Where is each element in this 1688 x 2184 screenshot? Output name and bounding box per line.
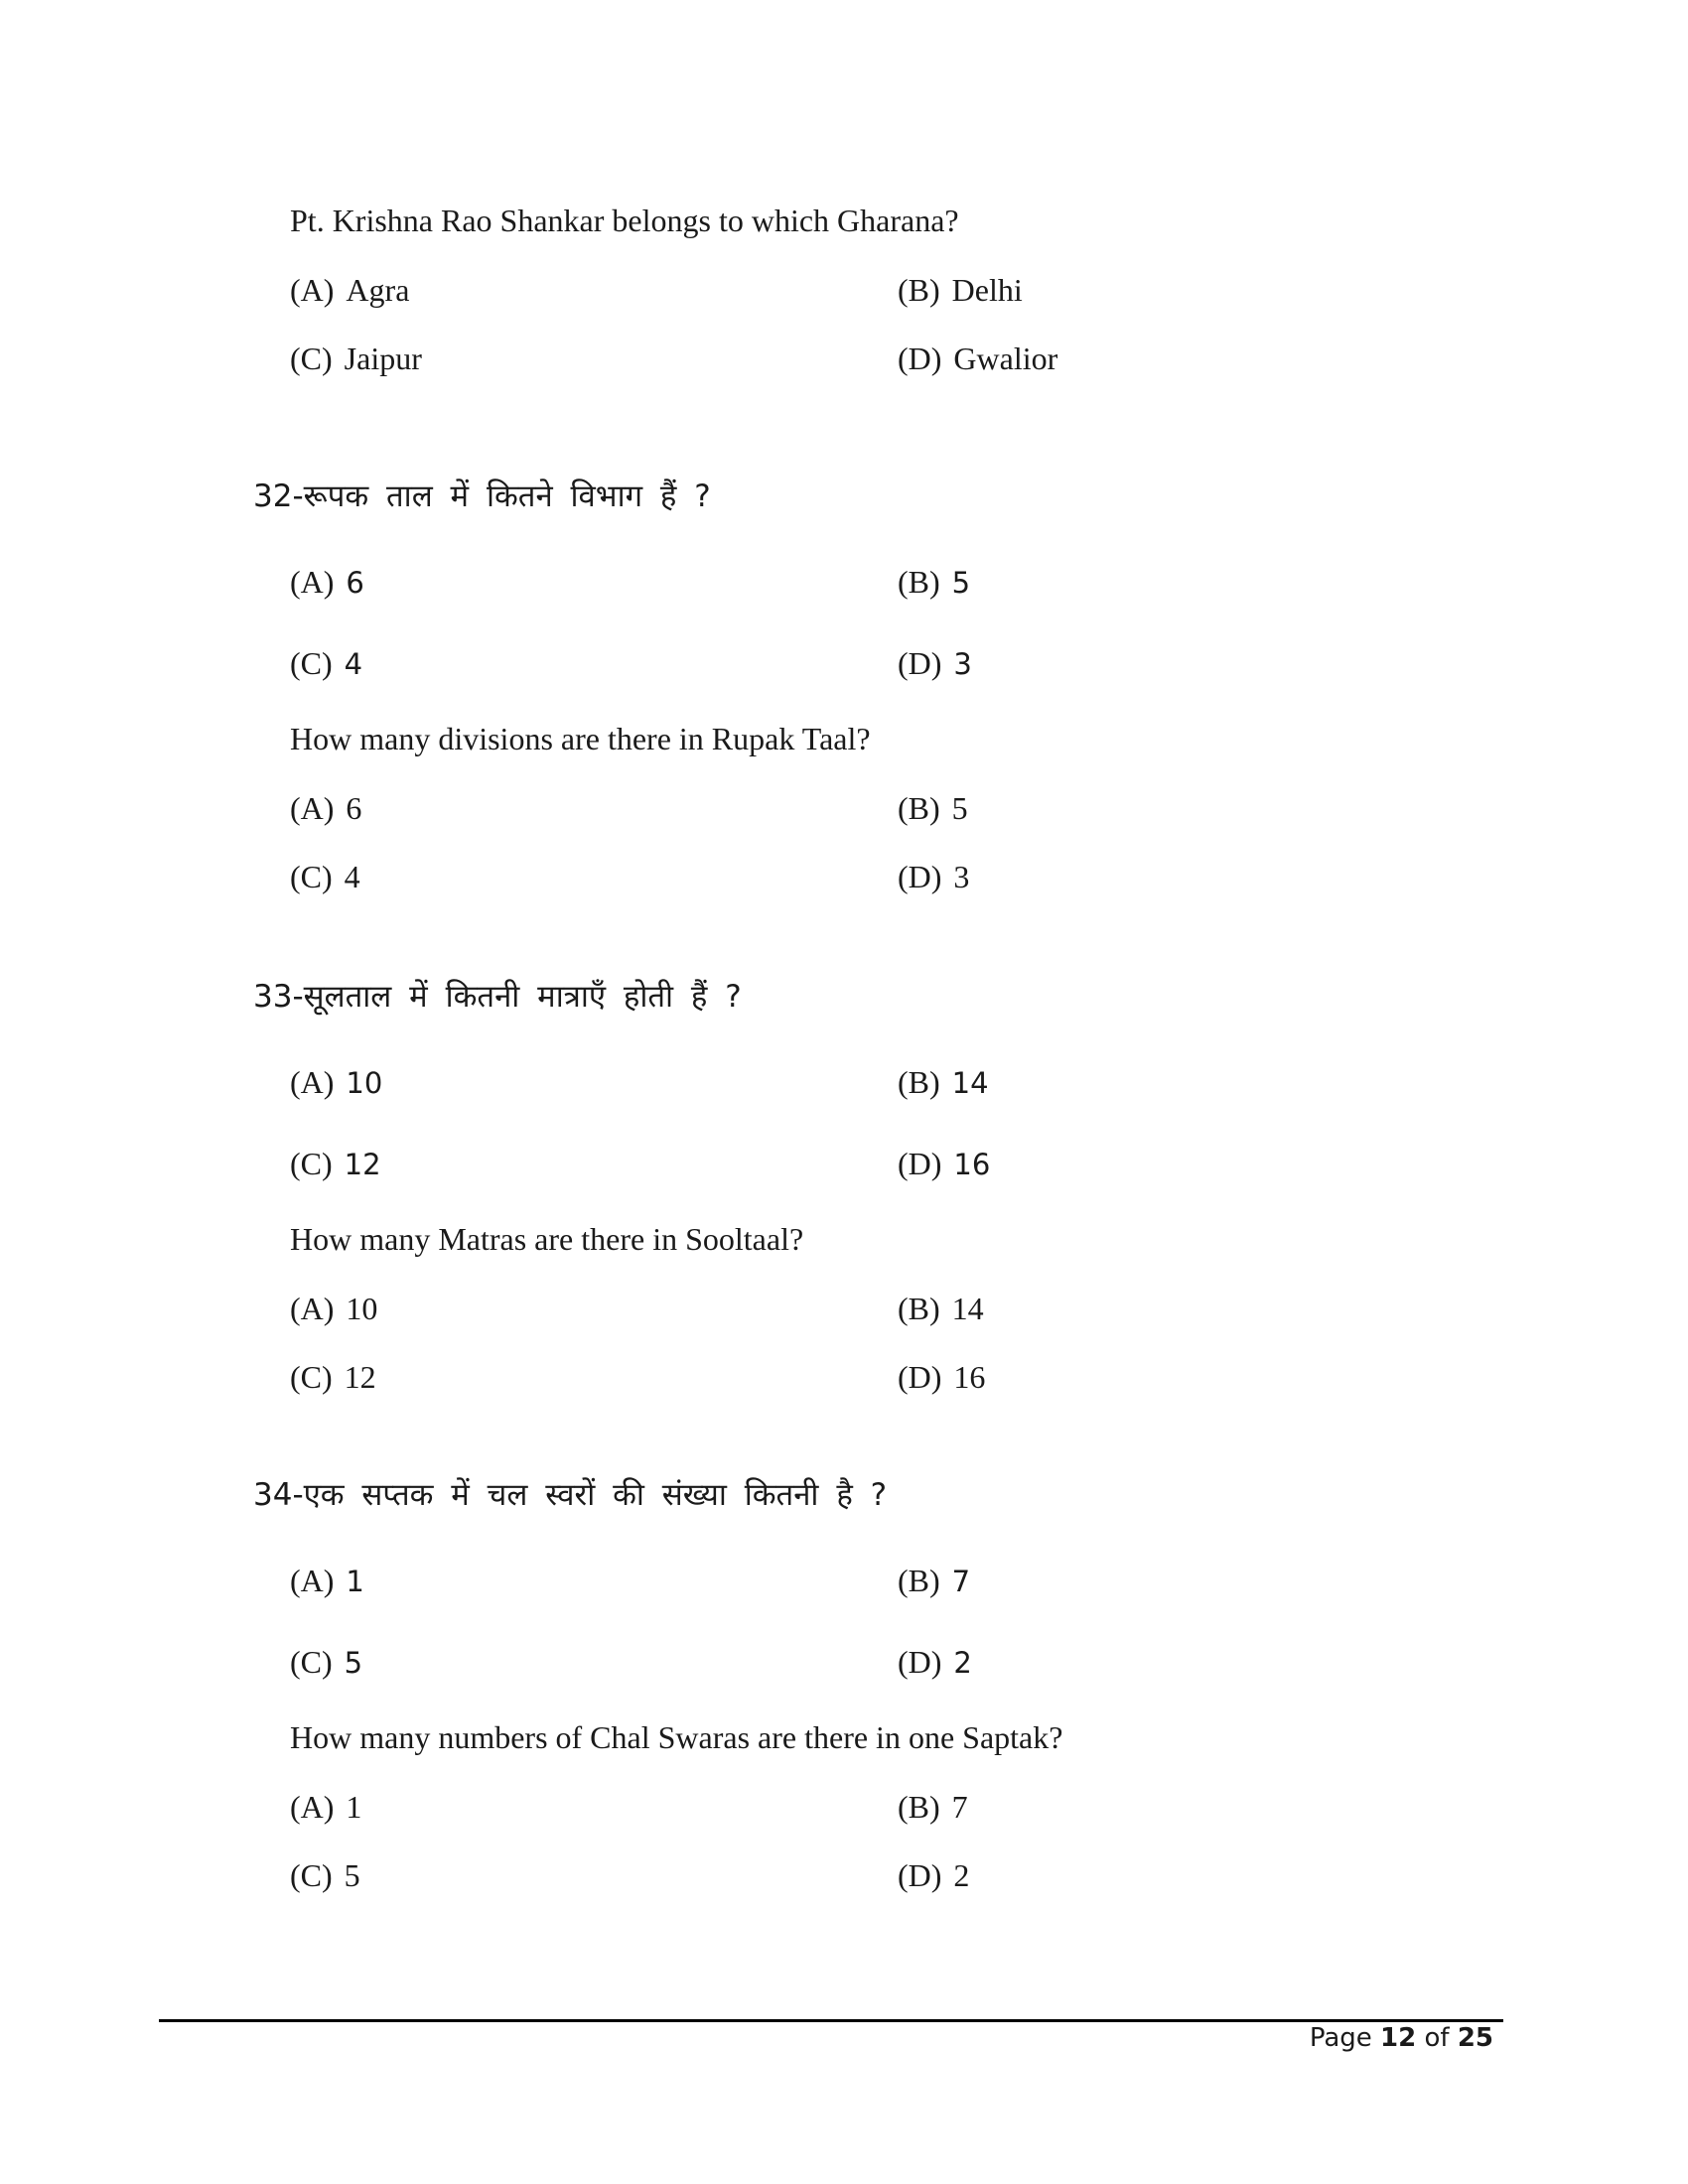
q32-hi-option-d [898,643,972,684]
current-page: 12 [1380,2023,1417,2053]
option-value: 2 [953,1646,972,1680]
q33-hi-option-d [898,1144,990,1184]
question-32-english: How many divisions are there in Rupak Taal? [290,721,871,756]
option-label: (B) [898,1291,940,1326]
q34-en-option-a [290,1787,361,1827]
option-label: (B) [898,1789,940,1825]
option-value: 6 [346,790,362,826]
total-pages: 25 [1457,2023,1493,2053]
option-value: 10 [346,1291,378,1326]
option-value: 14 [951,1291,984,1326]
q31-en-option-d [898,339,1057,378]
option-label: (C) [290,1359,333,1395]
option-value: Agra [346,272,410,308]
option-value: 12 [344,1359,376,1395]
option-label: (A) [290,564,335,600]
option-label: (D) [898,341,942,376]
option-label: (D) [898,1644,942,1680]
question-34-english: How many numbers of Chal Swaras are there in one Saptak? [290,1719,1063,1755]
option-label: (D) [898,645,942,681]
of-word: of [1424,2023,1450,2053]
q33-en-option-c [290,1357,376,1397]
option-label: (B) [898,564,940,600]
option-value: 6 [346,566,364,600]
option-value: Gwalior [953,341,1058,376]
option-value: 16 [953,1359,986,1395]
option-value: 12 [344,1148,381,1181]
q34-hi-option-b [898,1561,970,1601]
q33-hi-option-b [898,1062,989,1103]
option-label: (C) [290,1146,333,1181]
option-label: (D) [898,1857,942,1893]
q33-en-option-a [290,1289,377,1328]
option-label: (D) [898,859,942,894]
option-value: 5 [951,566,971,600]
option-value: 14 [951,1066,989,1100]
option-value: 1 [346,1789,362,1825]
q34-hi-option-c [290,1642,362,1683]
page-number [1310,2021,1493,2055]
q33-en-option-b [898,1289,984,1328]
q34-en-option-c [290,1855,360,1895]
q33-hi-option-a [290,1062,382,1103]
option-value: 7 [951,1789,968,1825]
option-value: 4 [344,859,360,894]
option-label: (B) [898,1563,940,1598]
q32-en-option-c [290,857,360,896]
option-label: (A) [290,1789,335,1825]
option-value: Jaipur [344,341,422,376]
option-value: 1 [346,1565,364,1598]
q34-en-option-d [898,1855,969,1895]
question-33-english: How many Matras are there in Sooltaal? [290,1221,804,1257]
q31-en-option-b [898,270,1023,310]
option-label: (C) [290,645,333,681]
option-value: 2 [953,1857,970,1893]
question-32-hindi: 32-रूपक ताल में कितने विभाग हैं ? [253,478,711,514]
option-label: (B) [898,1064,940,1100]
option-value: 7 [951,1565,971,1598]
option-label: (A) [290,790,335,826]
option-label: (D) [898,1359,942,1395]
option-value: 16 [953,1148,991,1181]
q34-hi-option-a [290,1561,364,1601]
option-label: (C) [290,1857,333,1893]
option-value: 3 [953,647,972,681]
option-label: (B) [898,272,940,308]
option-value: 5 [344,1857,360,1893]
q31-en-option-c [290,339,422,378]
option-value: 3 [953,859,970,894]
question-31-english: Pt. Krishna Rao Shankar belongs to which Gharana? [290,203,959,238]
option-label: (C) [290,341,333,376]
option-label: (A) [290,1064,335,1100]
q33-hi-option-c [290,1144,381,1184]
q34-en-option-b [898,1787,968,1827]
q32-hi-option-a [290,562,364,603]
option-label: (B) [898,790,940,826]
q34-hi-option-d [898,1642,972,1683]
option-label: (A) [290,1291,335,1326]
option-label: (A) [290,272,335,308]
question-34-hindi: 34-एक सप्तक में चल स्वरों की संख्या कितनी है ? [253,1477,888,1513]
q31-en-option-a [290,270,409,310]
option-label: (D) [898,1146,942,1181]
q32-hi-option-b [898,562,970,603]
option-value: 5 [951,790,968,826]
q33-en-option-d [898,1357,985,1397]
option-value: 4 [344,647,363,681]
q32-hi-option-c [290,643,362,684]
page-word: Page [1309,2023,1372,2053]
q32-en-option-b [898,788,968,828]
q32-en-option-d [898,857,969,896]
option-label: (A) [290,1563,335,1598]
option-label: (C) [290,1644,333,1680]
question-33-hindi: 33-सूलताल में कितनी मात्राएँ होती हैं ? [253,979,742,1015]
option-value: 5 [344,1646,363,1680]
footer-divider [159,2019,1503,2022]
q32-en-option-a [290,788,361,828]
option-value: Delhi [951,272,1023,308]
option-label: (C) [290,859,333,894]
option-value: 10 [346,1066,383,1100]
